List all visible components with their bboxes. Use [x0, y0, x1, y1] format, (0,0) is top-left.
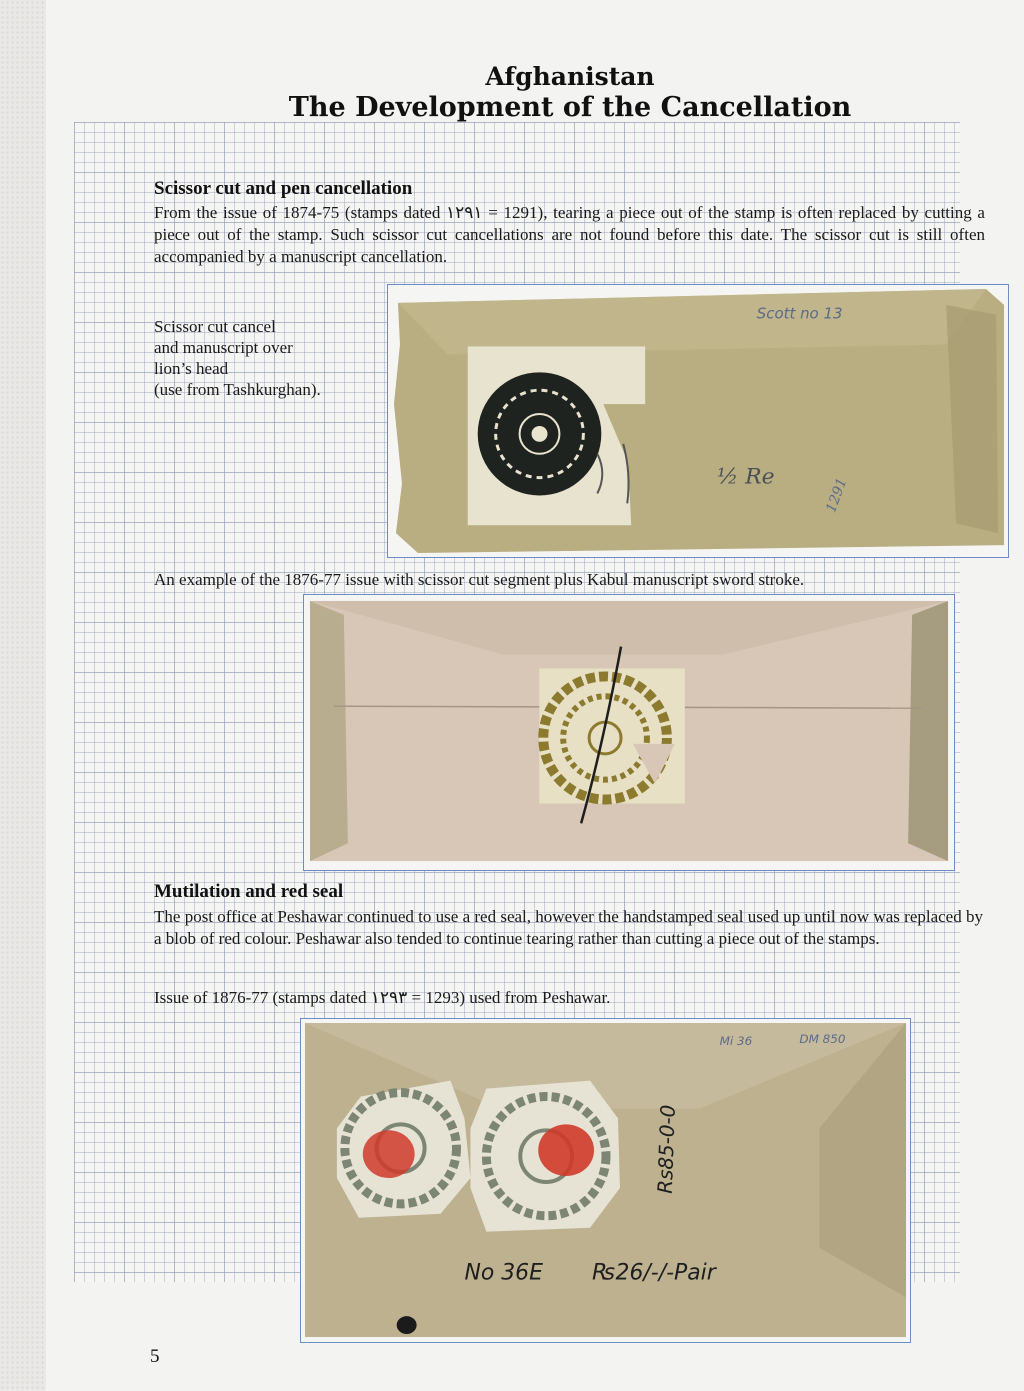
annotation: ½ Re [716, 464, 775, 490]
binding-strip [0, 0, 47, 1391]
section-text-red-seal: The post office at Peshawar continued to use a red seal, however the handstamped seal used up until now was replaced by a blob of red colour. Peshawar also tended to continue tearing rather than cutting a piece out of the stamps. [154, 907, 983, 948]
section-heading-scissor-cut: Scissor cut and pen cancellation [154, 178, 413, 199]
section-text-scissor-cut: From the issue of 1874-75 (stamps dated ١٢٩١ = 1291), tearing a piece out of the stamp is often replaced by cutting a piece out of the stamp. Such scissor cut cancellations are not found before this date. The scissor cut is still often accompanied by a manuscript cancellation. [154, 203, 985, 266]
cover1-photo [387, 284, 1009, 558]
cover2-caption: An example of the 1876-77 issue with scissor cut segment plus Kabul manuscript sword stroke. [154, 570, 805, 589]
red-seal-blob [363, 1130, 415, 1178]
page-title: The Development of the Cancellation [288, 92, 852, 123]
red-seal-blob [538, 1124, 594, 1176]
section-heading-red-seal: Mutilation and red seal [154, 881, 344, 902]
annotation: No 36E [464, 1260, 543, 1286]
stamp-right [470, 1081, 620, 1232]
caption-line: and manuscript over [154, 338, 293, 357]
annotation: Mi 36 [719, 1033, 753, 1048]
cover2-envelope-image [304, 595, 954, 870]
annotation: Rs85-0-0 [653, 1104, 680, 1195]
annotation: DM 850 [799, 1031, 846, 1046]
cover1-envelope-image [388, 285, 1008, 557]
annotation: 1291 [823, 476, 851, 515]
annotation: ₨26/-/-Pair [592, 1260, 716, 1286]
cover3-envelope-image [301, 1019, 910, 1342]
cover3-photo [300, 1018, 911, 1343]
ink-blot [397, 1316, 417, 1334]
page-title-country: Afghanistan [485, 62, 655, 91]
issue-line: Issue of 1876-77 (stamps dated ١٢٩٣ = 1293) used from Peshawar. [154, 988, 611, 1007]
annotation: Scott no 13 [756, 304, 843, 323]
page-number: 5 [150, 1346, 160, 1367]
caption-line: lion’s head [154, 359, 229, 378]
caption-line: (use from Tashkurghan). [154, 380, 321, 399]
caption-line: Scissor cut cancel [154, 317, 276, 336]
cover1-caption [154, 316, 321, 400]
lion-seal-black [478, 372, 602, 495]
cover2-photo [303, 594, 955, 871]
